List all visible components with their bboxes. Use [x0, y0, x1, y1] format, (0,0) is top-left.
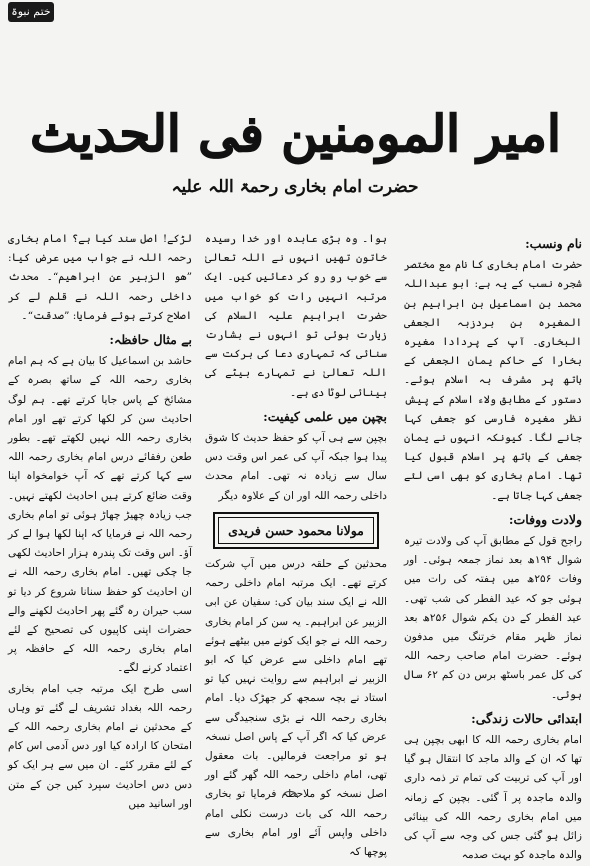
page-number-marker	[282, 791, 298, 798]
section-heading-lineage: نام ونسب:	[525, 236, 582, 251]
section-heading-early-life: ابتدائی حالات زندگی:	[471, 710, 582, 726]
column-middle	[205, 230, 387, 859]
paragraph: اسی طرح ایک مرتبہ جب امام بخاری رحمہ اللہ بغداد تشریف لے گئے تو وہاں کے محدثین نے امام بخاری رحمہ اللہ کے امتحان کا ارادہ کیا اور دس آدمی اس کام کے لئے مقرر کئے۔ ان میں سے ہر ایک کو دس دس احادیث سپرد کیں جن کے متن اور اسانید میں	[8, 682, 192, 810]
paragraph: لڑکے! اصل سند کیا ہے؟ امام بخاری رحمہ اللہ نے جواب میں عرض کیا: ”ھو الزبیر عن ابراھیم“۔ محدث داخلی رحمہ اللہ نے قلم لے کر اصلاح کرتے ہوئے فرمایا: ”صدقت“۔	[8, 233, 192, 322]
paragraph: بچپن سے ہی آپ کو حفظ حدیث کا شوق پیدا ہوا جبکہ آپ کی عمر اس وقت دس سال سے زیادہ نہ تھی۔ امام محدث داخلی رحمہ اللہ اور ان کے علاوہ دیگر	[205, 432, 387, 502]
section-heading-birth-death: ولادت ووفات:	[508, 511, 582, 527]
paragraph: حاشد بن اسماعیل کا بیان ہے کہ ہم امام بخاری رحمہ اللہ کے ساتھ بصرہ کے مشائخ کے پاس جایا کرتے تھے۔ ہم لوگ احادیث سن کر لکھا کرتے تھے اور امام بخاری رحمہ اللہ نہیں لکھتے تھے۔ بطور طعن رفقائے درس امام بخاری رحمہ اللہ سے کہا کرتے تھے کہ آپ خوامخواہ اپنا وقت ضائع کرتے ہیں احادیث لکھتے نہیں۔ جب زیادہ چھیڑ چھاڑ ہوئی تو امام بخاری رحمہ اللہ نے فرمایا کہ اپنا لکھا ہوا لے کر آؤ۔ اس وقت تک پندرہ ہزار احادیث لکھی جا چکی تھیں۔ امام بخاری رحمہ اللہ نے ان احادیث کو حفظ سنانا شروع کر دیا تو سب حیران رہ گئے پھر احادیث لکھنے والے حضرات اپنی کاپیوں کی تصحیح کے لئے امام بخاری رحمہ اللہ کے حافظہ پر اعتماد کرنے لگے۔	[8, 355, 192, 675]
paragraph: راجح قول کے مطابق آپ کی ولادت تیرہ شوال ۱۹۴ھ بعد نماز جمعہ ہوئی۔ اور وفات ۲۵۶ھ میں ہفتہ کی رات میں ہوئی جو کہ عید الفطر کی شب تھی۔ عید الفطر کے دن یکم شوال ۲۵۶ھ بعد نماز ظہر مقام خرتنگ میں مدفون ہوئے۔ حضرت امام صاحب رحمہ اللہ کی کل عمر باسٹھ برس دن کم ۶۲ سال ہوئی۔	[404, 535, 583, 701]
article-title: امیر المومنین فی الحدیث	[30, 103, 561, 163]
author-box	[213, 512, 379, 549]
article-byline: حضرت امام بخاری رحمۃ اللہ علیہ	[171, 177, 419, 197]
magazine-badge: ختم نبوۃ	[8, 2, 54, 22]
section-heading-childhood-learning: بچپن میں علمی کیفیت:	[263, 408, 387, 424]
section-heading-memory: بے مثال حافظہ:	[109, 332, 192, 348]
column-right	[404, 230, 583, 862]
paragraph: امام بخاری رحمہ اللہ کا ابھی بچپن ہی تھا کہ ان کے والد ماجد کا انتقال ہو گیا اور آپ کی تربیت کی تمام تر ذمہ داری والدہ ماجدہ پر آ گئی۔ بچپن کے زمانہ میں امام بخاری رحمہ اللہ کی بینائی زائل ہو گئی جس کی وجہ سے آپ کی والدہ ماجدہ کو بہت صدمہ	[404, 734, 582, 862]
paragraph: حضرت امام بخاری کا نام مع مختصر شجرہ نسب کے یہ ہے: ابو عبداللہ محمد بن اسماعیل بن ابراہیم بن المغیرہ بن بردزبہ الجعفی البخاری۔ آپ کے پردادا مغیرہ بخارا کے حاکم یمان الجعفی کے ہاتھ پر مشرف بہ اسلام ہوئے۔ دستور کے مطابق ولاء اسلام کے پیش نظر مغیرہ فارسی کو جعفی کہا جانے لگا۔ کیونکہ انہوں نے یمان جعفی کے ہاتھ پر اسلام قبول کیا تھا۔ امام بخاری کو بھی اسی لئے جعفی کہا جاتا ہے۔	[404, 259, 582, 502]
author-name: مولانا محمود حسن فریدی	[218, 517, 374, 544]
column-left	[8, 230, 192, 810]
paragraph: محدثین کے حلقہ درس میں آپ شرکت کرتے تھے۔ ایک مرتبہ امام داخلی رحمہ اللہ نے ایک سند بیان کی: سفیان عن ابی الزبیر عن ابراہیم۔ یہ سن کر امام بخاری رحمہ اللہ نے جو ایک کونے میں بیٹھے ہوئے تھے امام داخلی سے عرض کیا کہ ابو الزبیر نے ابراہیم سے روایت نہیں کیا تو استاد نے بچہ سمجھ کر جھڑک دیا۔ امام بخاری رحمہ اللہ نے بڑی سنجیدگی سے عرض کیا کہ اگر آپ کے پاس اصل نسخہ ہو تو مراجعت فرمالیں۔ بات معقول تھی، امام داخلی رحمہ اللہ گھر گئے اور اصل نسخہ کو ملاحظہ فرمایا تو بخاری رحمہ اللہ کی بات درست نکلی امام داخلی واپس آئے اور امام بخاری سے پوچھا کہ	[205, 558, 387, 859]
paragraph: ہوا۔ وہ بڑی عابدہ اور خدا رسیدہ خاتون تھیں انہوں نے اللہ تعالیٰ سے خوب رو رو کر دعائیں کیں۔ ایک مرتبہ انہیں رات کو خواب میں حضرت ابراہیم علیہ السلام کی زیارت ہوئی تو انہوں نے بشارت سنائی کہ تمہاری دعا کی برکت سے اللہ تعالیٰ نے تمہارے بیٹے کی بینائی لوٹا دی ہے۔	[205, 233, 387, 399]
